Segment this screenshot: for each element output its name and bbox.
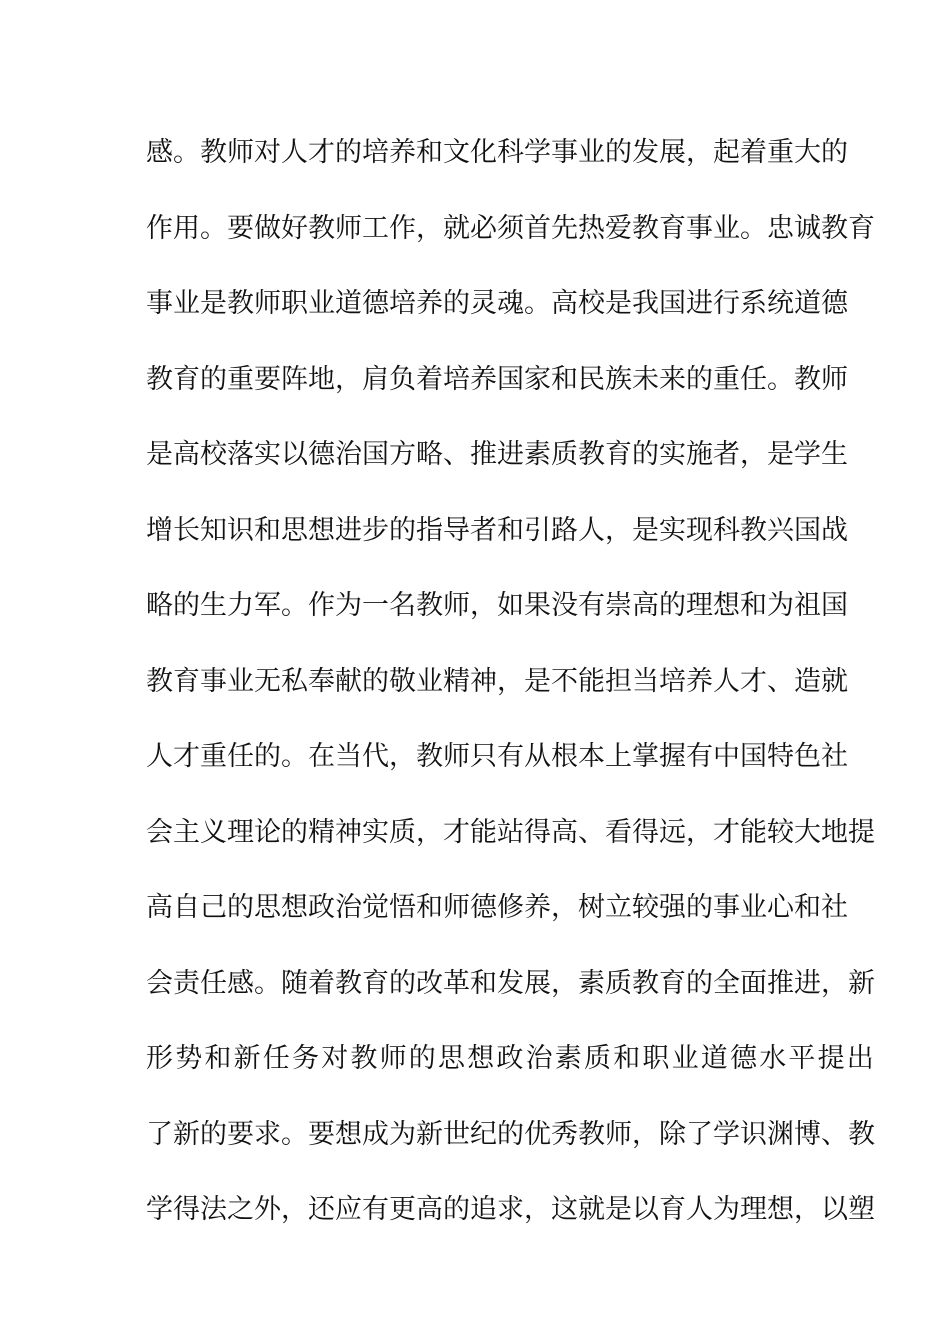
text-line: 了新的要求。要想成为新世纪的优秀教师，除了学识渊博、教: [146, 1118, 875, 1150]
text-line: 是高校落实以德治国方略、推进素质教育的实施者，是学生: [146, 439, 848, 470]
text-line: 学得法之外，还应有更高的追求，这就是以育人为理想，以塑: [146, 1194, 875, 1225]
text-line: 作用。要做好教师工作，就必须首先热爱教育事业。忠诚教育: [146, 212, 875, 244]
text-line: 人才重任的。在当代，教师只有从根本上掌握有中国特色社: [146, 741, 848, 772]
text-line: 会主义理论的精神实质，才能站得高、看得远，才能较大地提: [146, 816, 875, 848]
text-line: 增长知识和思想进步的指导者和引路人，是实现科教兴国战: [146, 514, 848, 546]
text-line: 略的生力军。作为一名教师，如果没有崇高的理想和为祖国: [146, 590, 848, 621]
text-line: 高自己的思想政治觉悟和师德修养，树立较强的事业心和社: [146, 892, 848, 923]
text-line: 感。教师对人才的培养和文化科学事业的发展，起着重大的: [146, 137, 848, 168]
text-line: 形势和新任务对教师的思想政治素质和职业道德水平提出: [146, 1043, 876, 1074]
body-text: [146, 130, 876, 1263]
text-line: 会责任感。随着教育的改革和发展，素质教育的全面推进，新: [146, 967, 875, 999]
text-line: 事业是教师职业道德培养的灵魂。高校是我国进行系统道德: [146, 288, 848, 319]
text-line: 教育事业无私奉献的敬业精神，是不能担当培养人才、造就: [146, 665, 848, 697]
text-line: 教育的重要阵地，肩负着培养国家和民族未来的重任。教师: [146, 363, 848, 395]
